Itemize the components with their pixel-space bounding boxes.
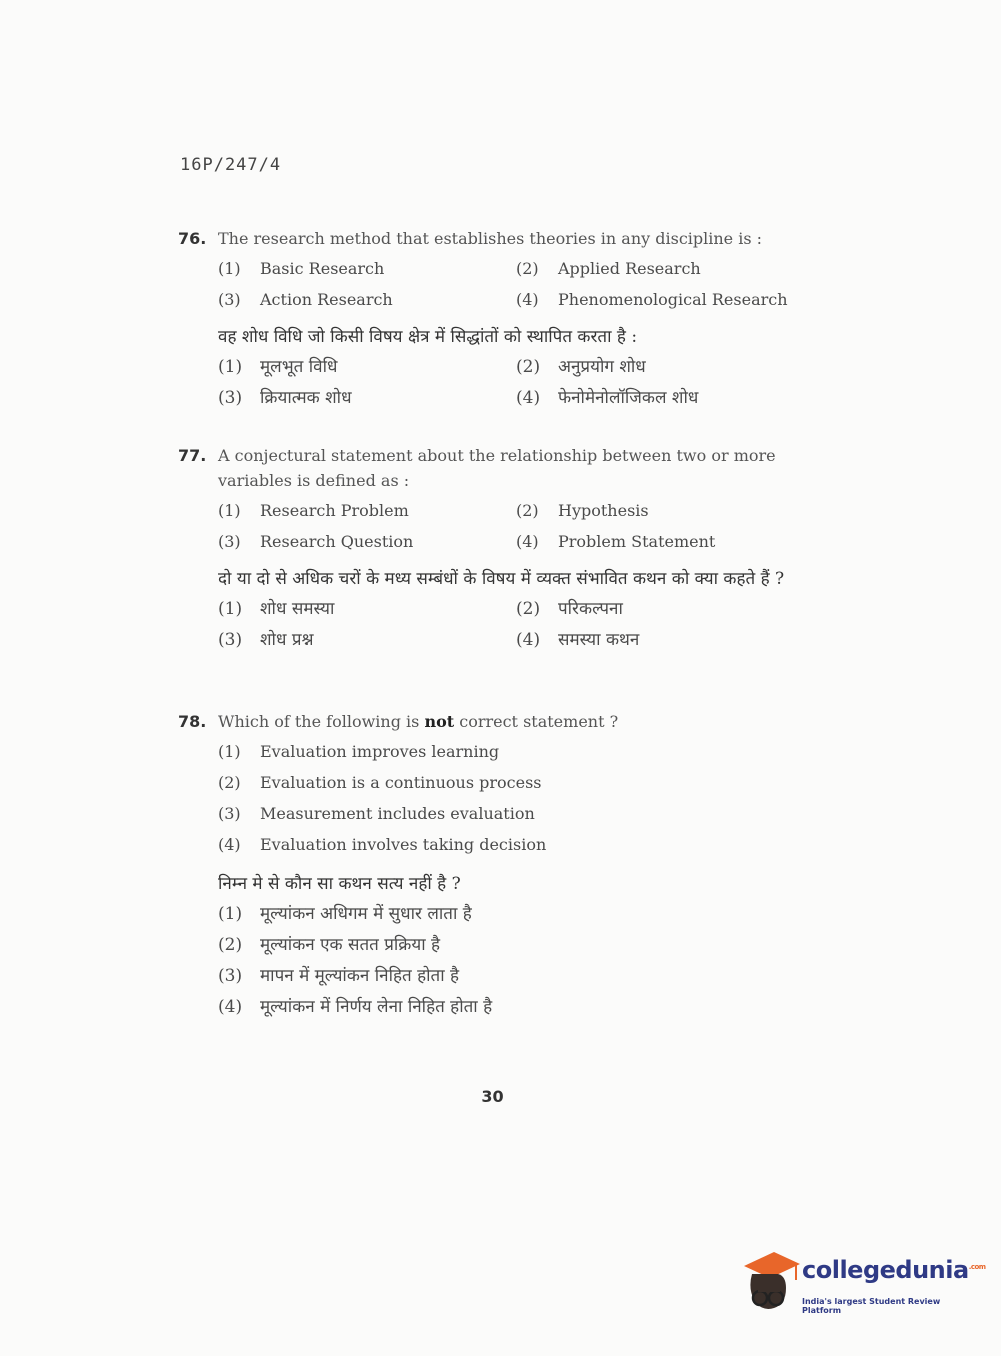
- question-76: [178, 226, 818, 410]
- option-number: (2): [516, 259, 539, 278]
- option-number: (4): [218, 835, 241, 854]
- options-hi: [218, 597, 818, 652]
- option: [218, 288, 516, 312]
- question-number: 77.: [178, 446, 207, 465]
- question-text-part: Which of the following is: [218, 712, 425, 731]
- option-number: (1): [218, 501, 241, 520]
- option: [516, 288, 816, 312]
- option: [218, 802, 778, 826]
- option: [218, 628, 516, 652]
- question-text-en: A conjectural statement about the relationship between two or more variables is defined as :: [218, 446, 776, 490]
- option-number: (1): [218, 904, 243, 924]
- option-number: (3): [218, 966, 243, 986]
- logo-suffix: .com: [968, 1263, 986, 1271]
- option: [516, 386, 816, 410]
- option: [218, 902, 778, 926]
- option: [516, 530, 816, 554]
- option: [218, 530, 516, 554]
- option-number: (3): [218, 290, 241, 309]
- logo-wordmark: [802, 1256, 986, 1284]
- option: [218, 995, 778, 1019]
- question-78: [178, 709, 818, 1019]
- option-text: Measurement includes evaluation: [260, 804, 535, 823]
- question-text-hi: वह शोध विधि जो किसी विषय क्षेत्र में सिद्धांतों को स्थापित करता है :: [218, 327, 638, 347]
- option-text: Action Research: [260, 290, 393, 309]
- option-text: Research Question: [260, 532, 414, 551]
- logo-name: collegedunia: [802, 1256, 969, 1284]
- option-number: (2): [218, 773, 241, 792]
- option-number: (2): [516, 357, 541, 377]
- option: [218, 771, 778, 795]
- option-number: (4): [516, 290, 539, 309]
- option-number: (1): [218, 357, 243, 377]
- question-text-en: The research method that establishes theories in any discipline is :: [218, 229, 763, 248]
- option-text: Evaluation is a continuous process: [260, 773, 542, 792]
- question-text-emphasis: not: [424, 712, 455, 731]
- question-text-hi: निम्न मे से कौन सा कथन सत्य नहीं है ?: [218, 874, 461, 894]
- option-number: (4): [218, 997, 243, 1017]
- question-number: 76.: [178, 229, 207, 248]
- option: [218, 933, 778, 957]
- option-text: समस्या कथन: [558, 630, 640, 650]
- option-text: शोध समस्या: [260, 599, 335, 619]
- option-text: Basic Research: [260, 259, 385, 278]
- option: [218, 499, 516, 523]
- option: [218, 386, 516, 410]
- option: [218, 964, 778, 988]
- logo-tagline: India's largest Student Review Platform: [802, 1297, 941, 1315]
- option: [516, 628, 816, 652]
- option-number: (4): [516, 630, 541, 650]
- option-text: शोध प्रश्न: [260, 630, 314, 650]
- option-text: मूल्यांकन में निर्णय लेना निहित होता है: [260, 997, 493, 1017]
- option-text: फेनोमेनोलॉजिकल शोध: [558, 388, 699, 408]
- option-text: Phenomenological Research: [558, 290, 788, 309]
- option-text: मूलभूत विधि: [260, 357, 338, 377]
- option: [516, 499, 816, 523]
- options-en: [218, 499, 818, 554]
- option-text: मापन में मूल्यांकन निहित होता है: [260, 966, 460, 986]
- option-text: Hypothesis: [558, 501, 649, 520]
- option: [218, 597, 516, 621]
- option-number: (2): [516, 599, 541, 619]
- question-77: [178, 443, 818, 652]
- question-text-en: [218, 709, 818, 734]
- option: [516, 257, 816, 281]
- option-number: (3): [218, 804, 241, 823]
- option-number: (3): [218, 388, 243, 408]
- option-number: (3): [218, 532, 241, 551]
- option-text: Problem Statement: [558, 532, 716, 551]
- collegedunia-logo: [740, 1248, 986, 1318]
- option: [218, 257, 516, 281]
- options-en: [218, 740, 818, 857]
- option: [516, 355, 816, 379]
- option: [218, 355, 516, 379]
- paper-code: 16P/247/4: [180, 155, 282, 175]
- option: [516, 597, 816, 621]
- option-number: (4): [516, 388, 541, 408]
- option: [218, 740, 778, 764]
- option-text: परिकल्पना: [558, 599, 623, 619]
- student-mascot-icon: [740, 1248, 800, 1318]
- option: [218, 833, 778, 857]
- question-number: 78.: [178, 712, 207, 731]
- option-text: अनुप्रयोग शोध: [558, 357, 646, 377]
- option-text: मूल्यांकन अधिगम में सुधार लाता है: [260, 904, 472, 924]
- option-number: (3): [218, 630, 243, 650]
- option-number: (1): [218, 599, 243, 619]
- option-text: Research Problem: [260, 501, 409, 520]
- option-number: (1): [218, 742, 241, 761]
- option-text: क्रियात्मक शोध: [260, 388, 352, 408]
- option-text: Applied Research: [558, 259, 701, 278]
- page-number: 30: [481, 1087, 504, 1106]
- option-text: Evaluation improves learning: [260, 742, 500, 761]
- option-text: Evaluation involves taking decision: [260, 835, 547, 854]
- question-text-hi: दो या दो से अधिक चरों के मध्य सम्बंधों के विषय में व्यक्त संभावित कथन को क्या कहते हैं ?: [218, 569, 785, 589]
- options-en: [218, 257, 818, 312]
- options-hi: [218, 355, 818, 410]
- option-number: (2): [516, 501, 539, 520]
- option-number: (2): [218, 935, 243, 955]
- question-text-part: correct statement ?: [454, 712, 619, 731]
- option-number: (1): [218, 259, 241, 278]
- option-number: (4): [516, 532, 539, 551]
- option-text: मूल्यांकन एक सतत प्रक्रिया है: [260, 935, 441, 955]
- options-hi: [218, 902, 818, 1019]
